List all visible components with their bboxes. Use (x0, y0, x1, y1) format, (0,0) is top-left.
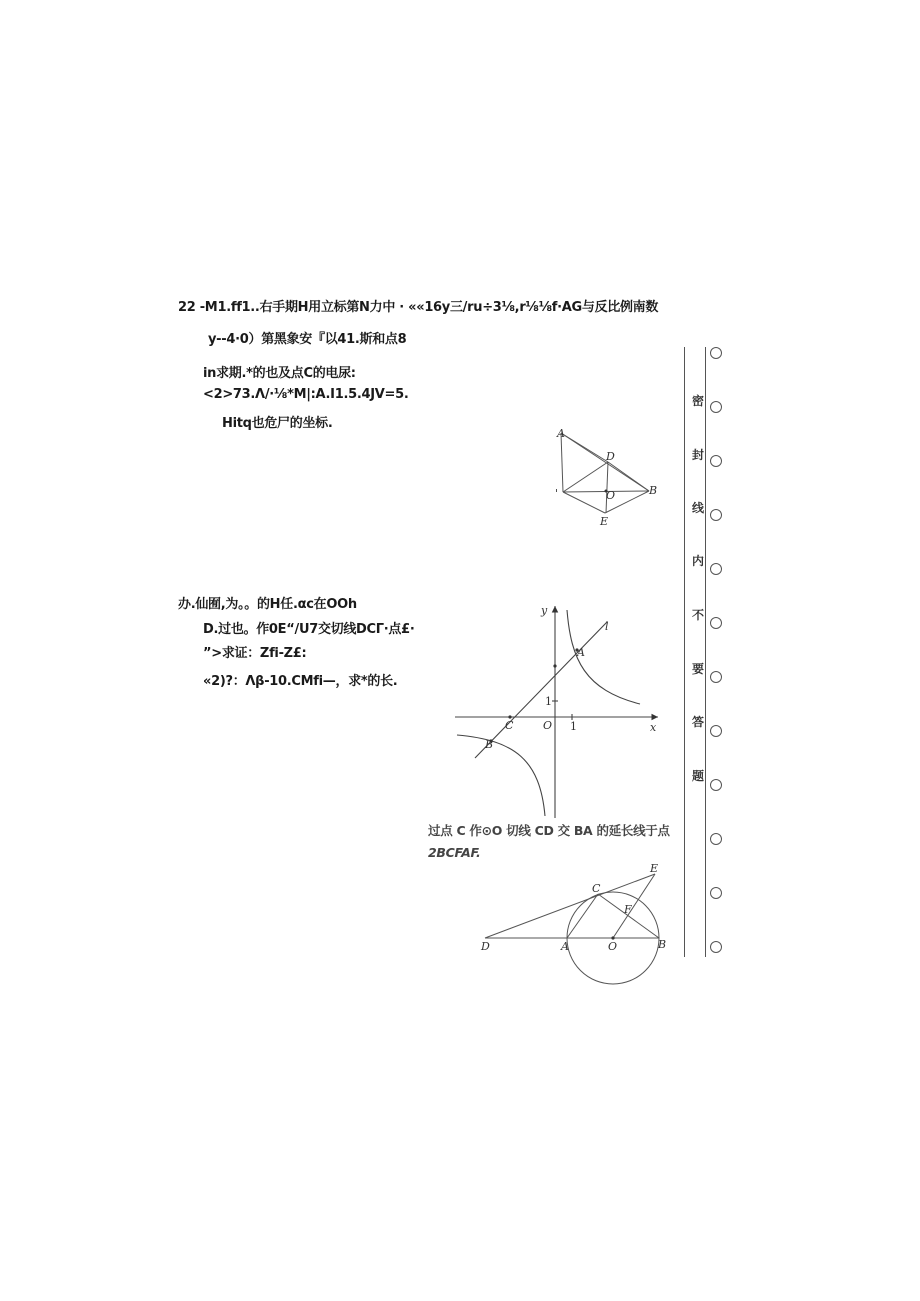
label-F: F (624, 903, 632, 916)
problem22-line5: Hitq也危尸的坐标. (222, 416, 333, 431)
problem23-line1: 办.仙囿,为。。的H任.αc在OOh (178, 597, 357, 612)
binding-char-6: 答 (692, 715, 705, 729)
label-B: B (658, 938, 667, 951)
label-O: O (606, 489, 616, 502)
label-A: A (577, 646, 585, 659)
label-x: x (650, 721, 657, 734)
binding-char-3: 内 (692, 554, 705, 568)
label-one-y: 1 (545, 695, 552, 708)
binding-hole (710, 617, 722, 629)
binding-char-2: 线 (692, 501, 705, 515)
binding-char-5: 要 (692, 662, 705, 676)
problem22-line2: y--4·0）第黑象安『以41.斯和点8 (208, 332, 407, 347)
problem23-line3: ”>求证：Zfi-Z£: (203, 646, 307, 661)
label-D: D (606, 450, 615, 463)
label-y: y (541, 604, 548, 617)
label-C: C (592, 882, 601, 895)
binding-line-right (705, 347, 706, 957)
problem22-line3: in求期.*的也及点C的电尿: (203, 366, 356, 381)
binding-hole (710, 941, 722, 953)
binding-hole (710, 833, 722, 845)
binding-char-1: 封 (692, 448, 705, 462)
problem22-line1: 22 -M1.ff1..右手期H用立标第N力中 · ««16y三/ru÷3⅛,r⅛⅛f·AG与反比例南数 (178, 300, 659, 315)
binding-char-0: 密 (692, 394, 705, 408)
binding-hole (710, 455, 722, 467)
label-A: A (557, 427, 565, 440)
label-C: C (505, 719, 514, 732)
label-C: ' (555, 487, 559, 500)
binding-hole (710, 887, 722, 899)
label-one-x: 1 (570, 720, 577, 733)
circle-caption-line2: 2BCFAF. (428, 845, 481, 860)
label-E: E (600, 515, 609, 528)
binding-char-7: 题 (692, 769, 705, 783)
label-A: A (561, 940, 569, 953)
circle-figure (475, 862, 675, 982)
label-l: l (605, 620, 609, 633)
binding-hole (710, 509, 722, 521)
binding-hole (710, 671, 722, 683)
problem22-line4: <2>73.Λ/·⅛*M|:A.I1.5.4JV=5. (203, 387, 409, 402)
graph-figure (455, 600, 665, 820)
rhombus-figure (545, 425, 685, 535)
problem23-line4: «2)?：Λβ-10.CMfi—，求*的长. (203, 674, 398, 689)
label-E: E (650, 862, 659, 875)
label-O: O (543, 719, 553, 732)
label-B: B (649, 484, 658, 497)
binding-char-4: 不 (692, 608, 705, 622)
label-B: B (485, 738, 494, 751)
circle-caption-line1: 过点 C 作⊙O 切线 CD 交 BA 的延长线于点 (428, 823, 670, 838)
binding-hole (710, 401, 722, 413)
binding-hole (710, 347, 722, 359)
label-O: O (608, 940, 618, 953)
binding-hole (710, 725, 722, 737)
binding-hole (710, 563, 722, 575)
binding-line-left (684, 347, 685, 957)
problem23-line2: D.过也。作0E“/U7交切线DCΓ·点£· (203, 622, 415, 637)
label-D: D (481, 940, 490, 953)
binding-hole (710, 779, 722, 791)
